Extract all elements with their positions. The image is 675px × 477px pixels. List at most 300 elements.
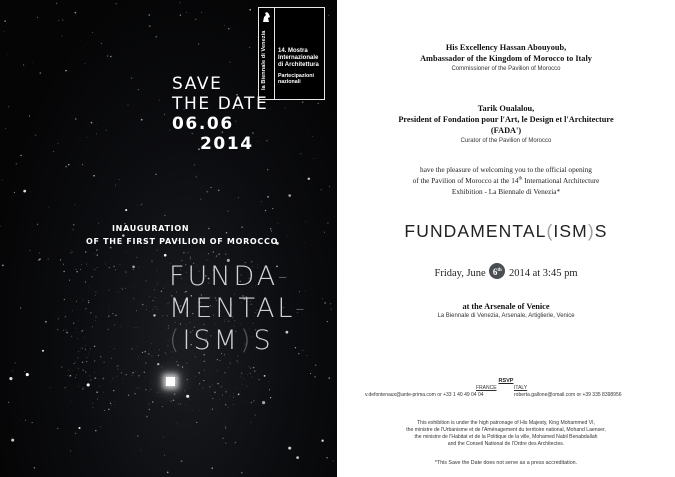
star <box>64 387 65 388</box>
star <box>68 376 69 377</box>
star <box>201 12 202 13</box>
star <box>116 401 117 402</box>
star <box>206 254 207 255</box>
star <box>312 136 313 137</box>
star <box>57 428 58 429</box>
star <box>50 387 51 388</box>
star <box>9 377 12 380</box>
star <box>78 368 79 369</box>
star <box>187 363 188 364</box>
star <box>331 309 332 310</box>
star <box>65 70 67 72</box>
star <box>222 395 223 396</box>
star <box>152 300 153 301</box>
star <box>262 401 265 404</box>
star <box>257 141 258 142</box>
star <box>332 460 334 462</box>
star <box>88 353 89 354</box>
fundamentalisms-line-1 <box>169 262 290 292</box>
star <box>210 395 211 396</box>
star <box>218 253 219 254</box>
star <box>78 321 79 322</box>
star <box>92 32 93 33</box>
star <box>221 386 222 387</box>
save-the-date-panel <box>0 0 337 477</box>
star <box>225 443 226 444</box>
star <box>0 226 1 227</box>
star <box>113 266 114 267</box>
star <box>228 367 229 368</box>
star <box>198 43 199 44</box>
star <box>158 392 159 393</box>
star <box>243 378 244 379</box>
star <box>78 427 80 429</box>
star <box>100 426 101 427</box>
star <box>222 438 223 439</box>
star <box>149 391 150 392</box>
star <box>181 460 183 462</box>
star <box>146 309 147 310</box>
star <box>217 383 218 384</box>
star <box>76 269 77 270</box>
star <box>82 299 83 300</box>
star <box>225 389 226 390</box>
star <box>82 362 83 363</box>
biennale-logo <box>258 7 325 100</box>
star <box>146 416 148 418</box>
star <box>217 359 218 360</box>
date-prefix: Friday, June <box>434 268 486 279</box>
star <box>170 401 171 402</box>
star <box>113 378 114 379</box>
fund-segment: FUNDA <box>169 261 278 292</box>
star <box>82 389 83 390</box>
star <box>70 375 72 377</box>
date-suffix: 2014 at 3:45 pm <box>508 268 578 279</box>
star <box>202 387 203 388</box>
star <box>110 346 111 347</box>
star <box>226 232 227 233</box>
star <box>241 226 242 227</box>
star <box>58 318 59 319</box>
star <box>24 371 25 372</box>
star <box>174 401 175 402</box>
star <box>108 315 109 316</box>
star <box>154 289 155 290</box>
star <box>157 363 159 365</box>
star <box>132 372 133 373</box>
star <box>8 402 9 403</box>
star <box>94 253 95 254</box>
star <box>190 258 191 259</box>
star <box>85 251 86 252</box>
star <box>29 250 30 251</box>
star <box>53 151 54 152</box>
star <box>174 393 176 395</box>
star <box>141 119 143 121</box>
star <box>63 264 64 265</box>
star <box>229 196 230 197</box>
star <box>57 329 59 331</box>
star <box>152 309 153 310</box>
star <box>94 372 95 373</box>
star <box>196 422 197 423</box>
star <box>125 288 126 289</box>
star <box>142 203 143 204</box>
star <box>156 292 157 293</box>
star <box>93 124 94 125</box>
star <box>137 435 138 436</box>
star <box>139 387 140 388</box>
star <box>104 410 105 411</box>
star <box>95 320 96 321</box>
star <box>71 250 72 251</box>
star <box>129 321 130 322</box>
star <box>266 140 267 141</box>
fund-paren: ) <box>239 325 254 356</box>
star <box>125 209 127 211</box>
star <box>149 311 150 312</box>
star <box>167 472 169 474</box>
star <box>157 282 158 283</box>
star <box>250 368 251 369</box>
star <box>84 63 85 64</box>
star <box>146 341 147 342</box>
star <box>85 406 86 407</box>
star <box>157 250 158 251</box>
patronage-line: This exhibition is under the high patronage of His Majesty, King Mohammed VI, <box>417 420 595 426</box>
logo-title-line: di Architettura <box>278 62 319 68</box>
star <box>233 397 234 398</box>
star <box>310 373 311 374</box>
star <box>70 252 72 254</box>
star <box>97 267 98 268</box>
star <box>76 271 77 272</box>
star <box>94 269 95 270</box>
star <box>308 129 309 130</box>
star <box>178 403 179 404</box>
star <box>220 399 221 400</box>
rsvp-title: RSVP <box>498 378 514 384</box>
star <box>153 306 154 307</box>
rsvp-france-contact[interactable]: v.defontenaux@ante-prima.com or +33 1 40 49 04 04 <box>365 392 484 398</box>
star <box>12 371 13 372</box>
star <box>138 388 139 389</box>
star <box>109 305 110 306</box>
star <box>114 348 115 349</box>
star <box>203 380 204 381</box>
star <box>227 211 228 212</box>
inauguration-line-2: OF THE FIRST PAVILION OF MOROCCO <box>86 237 279 246</box>
star <box>211 467 213 469</box>
star <box>132 265 135 268</box>
star <box>214 392 216 394</box>
star <box>134 327 135 328</box>
star <box>141 204 143 206</box>
star <box>88 300 89 301</box>
star <box>146 289 147 290</box>
star <box>15 363 16 364</box>
star <box>240 377 241 378</box>
star <box>195 356 196 357</box>
star <box>253 367 254 368</box>
star <box>75 433 77 435</box>
star <box>73 229 74 230</box>
star <box>94 273 95 274</box>
host2-caption: Curator of the Pavilion of Morocco <box>460 138 552 144</box>
star <box>66 330 67 331</box>
star <box>156 270 157 271</box>
star <box>148 353 149 354</box>
star <box>77 338 78 339</box>
star <box>204 370 205 371</box>
star <box>75 328 76 329</box>
star <box>148 14 150 16</box>
star <box>162 316 163 317</box>
star <box>150 389 151 390</box>
star <box>93 403 94 404</box>
star <box>97 399 98 400</box>
star <box>96 133 97 134</box>
star <box>278 223 279 224</box>
inauguration-line-1: INAUGURATION <box>112 224 190 233</box>
star <box>137 327 138 328</box>
star <box>224 25 225 26</box>
logo-subtitle: Partecipazioni nazionali <box>278 73 314 85</box>
star <box>83 387 84 388</box>
star <box>83 337 84 338</box>
star <box>246 401 247 402</box>
logo-title-line: Internazionale <box>278 55 319 61</box>
star <box>144 372 145 373</box>
the-date-label: THE DATE <box>172 94 269 114</box>
star <box>206 191 208 193</box>
star <box>93 407 94 408</box>
star <box>136 257 137 258</box>
star <box>252 376 253 377</box>
star <box>162 406 163 407</box>
star <box>134 393 135 394</box>
star <box>151 343 152 344</box>
star <box>82 370 83 371</box>
star <box>78 351 79 352</box>
star <box>69 280 70 281</box>
logo-title-line: 14. Mostra <box>278 48 308 54</box>
star <box>35 134 37 136</box>
star <box>165 352 166 353</box>
star <box>90 379 91 380</box>
star <box>249 47 250 48</box>
star <box>80 348 81 349</box>
star <box>81 264 82 265</box>
star <box>228 407 229 408</box>
star <box>76 374 77 375</box>
star <box>91 122 93 124</box>
star <box>90 348 91 349</box>
star <box>94 377 96 379</box>
star <box>158 100 159 101</box>
star <box>265 210 266 211</box>
star <box>144 351 146 353</box>
invitation-line-3: Exhibition - La Biennale di Venezia* <box>451 187 561 196</box>
star <box>29 115 30 116</box>
fund-segment: S <box>253 325 274 356</box>
star <box>250 422 251 423</box>
star <box>85 281 86 282</box>
star <box>146 306 147 307</box>
star <box>286 331 289 334</box>
star <box>131 78 132 79</box>
star <box>16 163 18 165</box>
star <box>106 130 107 131</box>
star <box>116 291 117 292</box>
star <box>72 370 73 371</box>
host1-name: His Excellency Hassan Abouyoub, <box>445 43 567 52</box>
star <box>134 388 135 389</box>
star <box>60 259 61 260</box>
fund-hyphen: - <box>295 293 308 324</box>
star <box>270 228 271 229</box>
logo-title <box>278 48 324 69</box>
star <box>39 252 40 253</box>
star <box>194 164 195 165</box>
star <box>321 440 323 442</box>
star <box>100 356 101 357</box>
star <box>169 129 170 130</box>
star <box>254 370 255 371</box>
star <box>113 390 114 391</box>
star <box>308 178 310 180</box>
star <box>324 302 325 303</box>
star <box>140 450 141 451</box>
star <box>11 437 12 438</box>
star <box>85 349 86 350</box>
star <box>8 106 9 107</box>
star <box>229 396 230 397</box>
star <box>38 259 40 261</box>
star <box>138 375 139 376</box>
star <box>253 400 254 401</box>
star <box>96 249 97 250</box>
date-day-month: 06.06 <box>172 114 234 134</box>
star <box>137 205 138 206</box>
star <box>164 114 165 115</box>
star <box>85 345 86 346</box>
star <box>89 375 90 376</box>
star <box>104 362 105 363</box>
star <box>110 56 111 57</box>
star <box>147 267 148 268</box>
fundamentalisms-line-3 <box>169 326 274 356</box>
star <box>133 298 134 299</box>
star <box>166 305 167 306</box>
star <box>149 409 150 410</box>
star <box>75 377 76 378</box>
host1-caption: Commissioner of the Pavilion of Morocco <box>451 66 561 72</box>
star <box>166 340 167 341</box>
star <box>48 207 49 208</box>
star <box>186 395 189 398</box>
star <box>324 232 325 233</box>
star <box>32 422 33 423</box>
star <box>93 175 95 177</box>
star <box>101 43 102 44</box>
star <box>94 360 95 361</box>
star <box>199 383 200 384</box>
star <box>98 223 99 224</box>
star <box>109 267 110 268</box>
glowing-square-icon <box>166 377 175 386</box>
star <box>77 357 78 358</box>
star <box>185 403 186 404</box>
star <box>56 3 58 5</box>
star <box>258 379 259 380</box>
star <box>77 309 78 310</box>
star <box>228 28 229 29</box>
biennale-vertical-label: la Biennale di Venezia <box>261 30 267 90</box>
star <box>131 348 132 349</box>
star <box>102 378 104 380</box>
star <box>165 286 166 287</box>
star <box>300 153 301 154</box>
title-part: ISM <box>553 221 588 241</box>
star <box>326 457 327 458</box>
host1-role: Ambassador of the Kingdom of Morocco to Italy <box>420 54 592 63</box>
star <box>196 177 197 178</box>
star <box>115 315 116 316</box>
star <box>137 346 138 347</box>
star <box>249 366 250 367</box>
star <box>97 254 98 255</box>
star <box>87 266 88 267</box>
star <box>73 323 74 324</box>
star <box>195 19 197 21</box>
rsvp-italy-contact[interactable]: roberta.gallone@omail.com or +39 335 8398956 <box>514 392 622 398</box>
star <box>128 395 129 396</box>
star <box>238 363 239 364</box>
star <box>149 296 150 297</box>
date-day: 6 <box>492 267 498 277</box>
star <box>73 224 75 226</box>
star <box>213 251 214 252</box>
star <box>155 174 156 175</box>
invitation-line-2 <box>337 176 675 187</box>
star <box>302 101 304 103</box>
star <box>224 372 225 373</box>
star <box>67 375 68 376</box>
star <box>225 253 226 254</box>
star <box>122 289 123 290</box>
star <box>241 472 243 474</box>
star <box>272 208 273 209</box>
star <box>119 374 120 375</box>
star <box>237 387 238 388</box>
star <box>136 388 137 389</box>
star <box>190 257 191 258</box>
patronage-line: the ministre de l'Urbanisme et de l'Aménagement du territoire national, Mohand Laenser, <box>406 427 606 433</box>
star <box>76 332 77 333</box>
star <box>97 124 98 125</box>
star <box>108 289 109 290</box>
star <box>180 403 181 404</box>
star <box>118 292 119 293</box>
star <box>212 384 213 385</box>
star <box>116 365 117 366</box>
star <box>155 306 156 307</box>
star <box>82 348 83 349</box>
star <box>161 367 162 368</box>
star <box>200 199 201 200</box>
